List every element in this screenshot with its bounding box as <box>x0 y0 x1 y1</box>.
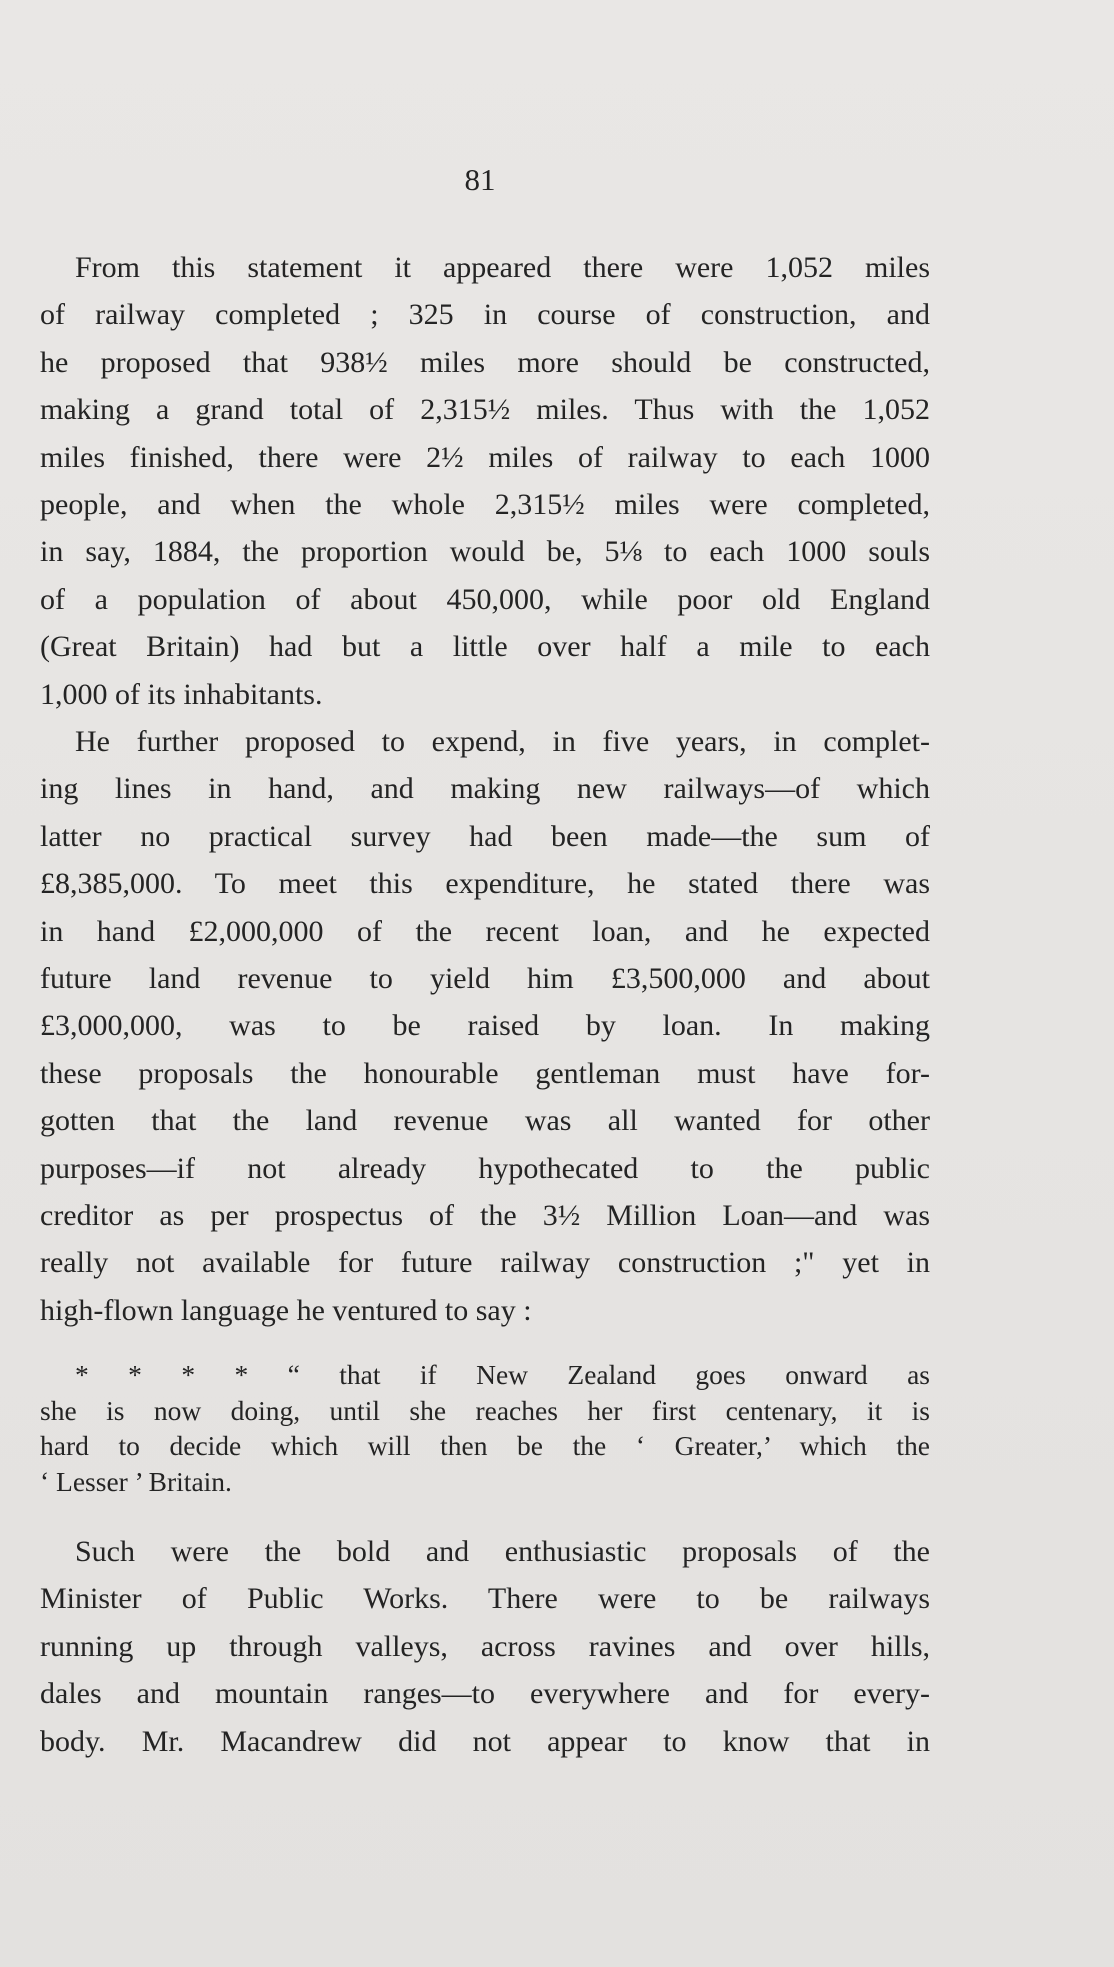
text-line: dales and mountain ranges—to everywhere and for every- <box>40 1677 930 1711</box>
text-line: £8,385,000. To meet this expenditure, he stated there was <box>40 867 930 901</box>
text-line: £3,000,000, was to be raised by loan. In making <box>40 1009 930 1043</box>
text-line: purposes—if not already hypothecated to the public <box>40 1151 930 1185</box>
paragraph-1 <box>40 244 930 718</box>
quote-line: hard to decide which will then be the ‘ Greater,’ which the <box>40 1430 930 1461</box>
text-line: running up through valleys, across ravines and over hills, <box>40 1629 930 1663</box>
page-number: 81 <box>464 162 496 197</box>
text-line: He further proposed to expend, in five years, in complet- <box>75 725 930 758</box>
quote-line: ‘ Lesser ’ Britain. <box>40 1465 232 1497</box>
text-line: really not available for future railway construction ;" yet in <box>40 1246 930 1280</box>
text-line: he proposed that 938½ miles more should be constructed, <box>40 345 930 379</box>
paragraph-2 <box>40 718 930 1334</box>
text-line: these proposals the honourable gentleman must have for- <box>40 1056 930 1090</box>
text-line: latter no practical survey had been made—the sum of <box>40 819 930 853</box>
paragraph-4 <box>40 1528 930 1765</box>
text-line: Such were the bold and enthusiastic proposals of the <box>75 1535 930 1568</box>
text-line: of railway completed ; 325 in course of construction, and <box>40 298 930 332</box>
text-line: gotten that the land revenue was all wanted for other <box>40 1104 930 1138</box>
text-line: future land revenue to yield him £3,500,000 and about <box>40 961 930 995</box>
quotation-block <box>40 1357 930 1499</box>
text-line: miles finished, there were 2½ miles of railway to each 1000 <box>40 440 930 474</box>
text-line: ing lines in hand, and making new railways—of which <box>40 772 930 806</box>
quote-line: she is now doing, until she reaches her first centenary, it is <box>40 1394 930 1426</box>
text-line: in hand £2,000,000 of the recent loan, and he expected <box>40 914 930 948</box>
quote-line: * * * * “ that if New Zealand goes onward as <box>75 1359 930 1390</box>
text-line: Minister of Public Works. There were to be railways <box>40 1582 930 1616</box>
text-line: body. Mr. Macandrew did not appear to know that in <box>40 1724 930 1758</box>
text-line: in say, 1884, the proportion would be, 5⅛ to each 1000 souls <box>40 535 930 569</box>
text-line: From this statement it appeared there were 1,052 miles <box>75 251 930 284</box>
text-line: (Great Britain) had but a little over half a mile to each <box>40 630 930 664</box>
text-line: high-flown language he ventured to say : <box>40 1293 532 1327</box>
text-line: making a grand total of 2,315½ miles. Thus with the 1,052 <box>40 393 930 427</box>
text-line: creditor as per prospectus of the 3½ Million Loan—and was <box>40 1198 930 1232</box>
text-line: people, and when the whole 2,315½ miles were completed, <box>40 487 930 521</box>
text-line: 1,000 of its inhabitants. <box>40 677 323 711</box>
text-line: of a population of about 450,000, while poor old England <box>40 582 930 616</box>
